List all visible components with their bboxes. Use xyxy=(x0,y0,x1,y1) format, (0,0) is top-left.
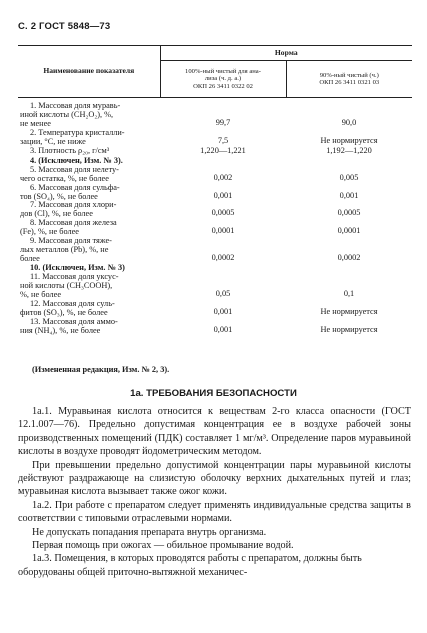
table-row xyxy=(18,201,412,219)
parameter-cell xyxy=(18,166,160,184)
value-analytical-grade xyxy=(160,264,286,273)
parameter-line: 1. Массовая доля муравь- xyxy=(30,101,121,110)
parameter-cell xyxy=(18,129,160,147)
paragraph: Первая помощь при ожогах — обильное промывание водой. xyxy=(32,540,294,552)
grade-pure-header-line: ОКП 26 3411 0321 03 xyxy=(319,79,380,86)
value-analytical-grade: 0,001 xyxy=(213,306,233,316)
parameter-line: 9. Массовая доля тяже- xyxy=(30,236,112,246)
value-analytical-grade: 0,001 xyxy=(213,190,233,200)
grade-pure-header xyxy=(286,61,412,98)
parameter-cell xyxy=(18,184,160,202)
value-pure-grade: 1,192—1,220 xyxy=(326,145,372,155)
specification-table xyxy=(18,45,412,336)
value-analytical-grade: 0,001 xyxy=(213,324,233,334)
parameter-line: тов (SO₄), %, не более xyxy=(20,191,98,201)
parameter-cell xyxy=(18,318,160,336)
parameter-line: дов (Cl), %, не более xyxy=(20,209,93,219)
parameter-line: 5. Массовая доля нелету- xyxy=(30,164,119,174)
value-pure-grade: 0,0001 xyxy=(337,226,361,236)
parameter-line: 4. (Исключен, Изм. № 3). xyxy=(30,155,123,165)
parameter-line: лых металлов (Pb), %, не xyxy=(20,245,109,255)
table-row xyxy=(18,318,412,336)
table-row xyxy=(18,166,412,184)
parameter-line: %, не более xyxy=(20,290,62,300)
parameter-cell xyxy=(18,219,160,237)
value-pure-grade: 0,005 xyxy=(339,172,359,182)
parameter-cell xyxy=(18,201,160,219)
parameter-line: 10. (Исключен, Изм. № 3) xyxy=(30,263,125,273)
paragraph: 1а.2. При работе с препаратом следует применять индивидуальные средства защиты в соответствии с типовыми отраслевыми нормами. xyxy=(18,499,411,525)
parameter-line: более xyxy=(20,254,40,264)
parameter-cell xyxy=(18,98,160,129)
value-pure-grade: Не нормируется xyxy=(320,306,378,316)
value-analytical-grade: 1,220—1,221 xyxy=(200,145,246,155)
value-pure-grade: 0,1 xyxy=(343,289,355,299)
parameter-line: 7. Массовая доля хлори- xyxy=(30,200,117,210)
value-analytical-grade xyxy=(160,157,286,166)
section-title: 1а. ТРЕБОВАНИЯ БЕЗОПАСНОСТИ xyxy=(130,388,297,399)
parameter-line: ной кислоты (CH₃COOH), xyxy=(20,281,113,291)
grade-analytical-header-line: лиза (ч. д. а.) xyxy=(204,75,242,83)
parameter-line: 13. Массовая доля аммо- xyxy=(30,316,118,326)
parameter-line: 2. Температура кристалли- xyxy=(30,127,125,137)
paragraph: 1а.1. Муравьиная кислота относится к веществам 2-го класса опасности (ГОСТ 12.1.007—76). Предельно допустимая концентрация ее в воздухе рабочей зоны производственных помещений (ПДК) составляет 1 мг/м³. Определение паров муравьиной кислоты в воздухе проводят йодометрическим методом. xyxy=(18,406,411,458)
paragraph: 1а.3. Помещения, в которых проводятся работы с препаратом, должны быть оборудованы общей приточно-вытяжной механичес- xyxy=(18,553,362,578)
value-analytical-grade: 0,002 xyxy=(213,172,233,182)
grade-analytical-header-line: 100%-ный чистый для ана- xyxy=(185,68,261,76)
grade-analytical-header-line: ОКП 26 3411 0322 02 xyxy=(193,82,253,90)
value-analytical-grade: 0,0001 xyxy=(211,226,235,236)
value-pure-grade: 0,0002 xyxy=(337,253,361,263)
norm-column-header: Норма xyxy=(160,46,412,61)
grade-pure-header-line: 90%-ный чистый (ч.) xyxy=(319,71,379,79)
parameter-line: фитов (SO₃), %, не более xyxy=(20,307,108,317)
value-analytical-grade: 99,7 xyxy=(215,117,231,127)
table-row xyxy=(18,184,412,202)
value-pure-grade: 0,0005 xyxy=(337,208,361,218)
table-row xyxy=(18,98,412,129)
parameter-line: иной кислоты (CH₂O₂), %, xyxy=(20,109,114,119)
table-row xyxy=(18,273,412,300)
table-row xyxy=(18,129,412,147)
value-analytical-grade: 0,0005 xyxy=(211,208,235,218)
parameter-cell xyxy=(18,300,160,318)
table-row xyxy=(18,237,412,264)
table-row xyxy=(18,300,412,318)
paragraph: Не допускать попадания препарата внутрь организма. xyxy=(32,526,267,538)
parameter-line: ния (NH₄), %, не более xyxy=(20,325,101,335)
parameter-line: 3. Плотность ρ₂₀, г/см³ xyxy=(30,145,110,155)
parameter-cell xyxy=(18,273,160,300)
value-pure-grade xyxy=(286,264,412,273)
parameter-line: 12. Массовая доля суль- xyxy=(30,298,115,308)
amendment-note: (Измененная редакция, Изм. № 2, 3). xyxy=(32,365,170,374)
specification-rows xyxy=(18,98,412,336)
parameter-line: 11. Массовая доля уксус- xyxy=(30,272,119,282)
value-pure-grade xyxy=(286,157,412,166)
value-pure-grade: Не нормируется xyxy=(320,324,378,334)
value-pure-grade: 0,001 xyxy=(339,190,359,200)
parameter-line: (Fe), %, не более xyxy=(20,227,79,237)
section-body xyxy=(18,405,411,579)
paragraph: При превышении предельно допустимой концентрации пары муравьиной кислоты действуют раздражающе на слизистую оболочку верхних дыхательных путей и глаз; муравьиная кислота вызывает также ожог кожи. xyxy=(18,459,411,498)
parameter-line: 6. Массовая доля сульфа- xyxy=(30,182,120,192)
table-row xyxy=(18,219,412,237)
param-column-header: Наименование показателя xyxy=(18,46,160,98)
value-analytical-grade: 0,0002 xyxy=(211,253,235,263)
value-pure-grade: Не нормируется xyxy=(320,135,378,145)
value-analytical-grade: 0,05 xyxy=(215,289,231,299)
value-analytical-grade: 7,5 xyxy=(217,135,229,145)
parameter-line: 8. Массовая доля железа xyxy=(30,218,117,228)
grade-analytical-header xyxy=(160,61,286,98)
value-pure-grade: 90,0 xyxy=(341,117,357,127)
parameter-line: чего остатка, %, не более xyxy=(20,173,109,183)
parameter-cell xyxy=(18,237,160,264)
parameter-line: зации, °С, не ниже xyxy=(20,136,86,146)
parameter-line: не менее xyxy=(20,118,51,128)
running-head: С. 2 ГОСТ 5848—73 xyxy=(18,21,111,32)
